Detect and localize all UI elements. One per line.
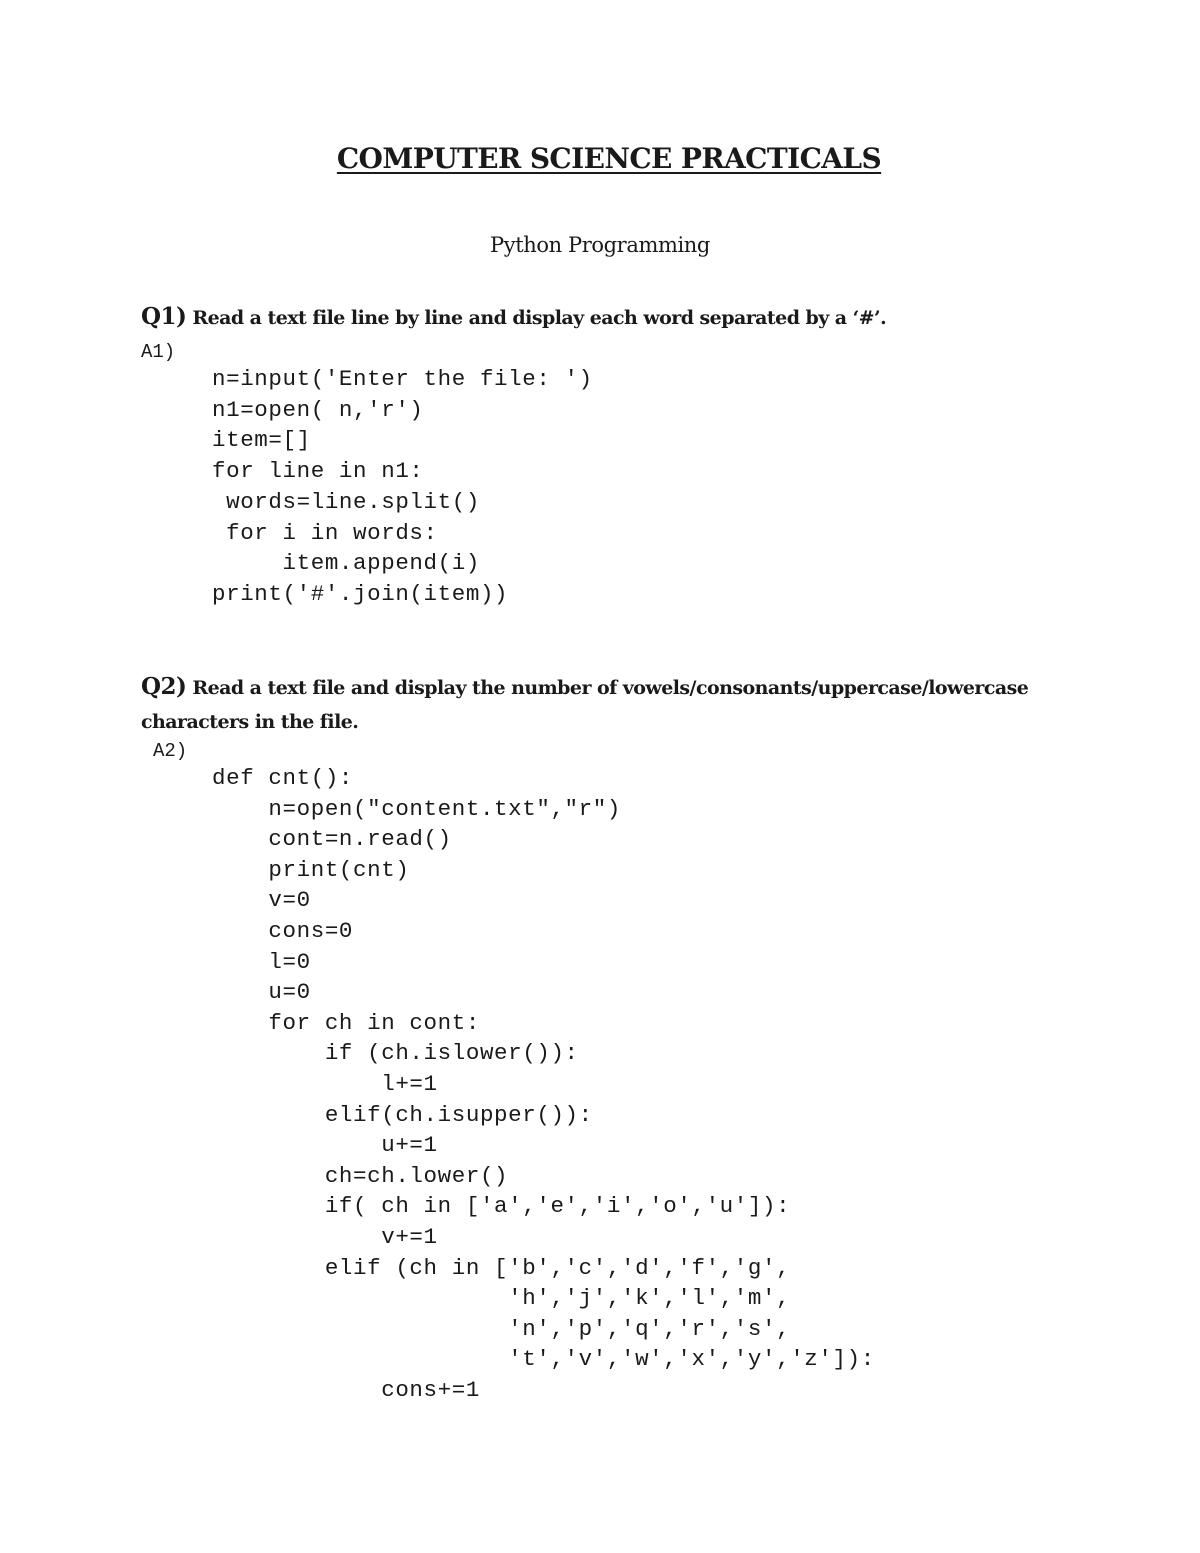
code-line: n1=open( n,'r') [212,396,424,423]
code-line: u=0 [212,979,311,1006]
question-1-number: Q1) [141,303,187,330]
code-line: item.append(i) [212,550,480,577]
answer-2-label: A2) [153,740,188,762]
code-line: elif(ch.isupper()): [212,1101,593,1128]
code-line: ch=ch.lower() [212,1162,509,1189]
code-line: l=0 [212,948,311,975]
code-line: print(cnt) [212,856,410,883]
code-line: 'n','p','q','r','s', [212,1315,791,1342]
code-line: if( ch in ['a','e','i','o','u']): [212,1193,791,1220]
code-line: def cnt(): [212,765,354,791]
code-line: cons+=1 [212,1377,480,1403]
code-line: l+=1 [212,1071,438,1097]
code-line: u+=1 [212,1132,438,1159]
code-line: v+=1 [212,1224,438,1250]
code-line: for line in n1: [212,458,424,485]
code-line: for ch in cont: [212,1009,480,1036]
code-line: elif (ch in ['b','c','d','f','g', [212,1254,791,1281]
code-line: v=0 [212,887,311,914]
question-1-text: Read a text file line by line and display each word separated by a ‘#’. [186,307,887,329]
code-line: n=open("content.txt","r") [212,795,621,822]
question-2-number: Q2) [141,673,187,700]
code-line: for i in words: [212,519,438,546]
code-line: n=input('Enter the file: ') [212,366,593,392]
code-line: words=line.split() [212,488,480,515]
code-line: cons=0 [212,918,354,944]
code-line: if (ch.islower()): [212,1040,579,1067]
answer-1-label: A1) [141,341,176,363]
document-title: COMPUTER SCIENCE PRACTICALS [336,142,882,175]
question-2-text: Read a text file and display the number of vowels/consonants/uppercase/lowercase characters in the file. [141,677,1029,733]
code-line: item=[] [212,427,311,454]
code-line: cont=n.read() [212,826,452,853]
code-line: 'h','j','k','l','m', [212,1285,791,1312]
document-subtitle: Python Programming [490,233,710,257]
code-line: 't','v','w','x','y','z']): [212,1346,875,1373]
code-line: print('#'.join(item)) [212,580,509,607]
